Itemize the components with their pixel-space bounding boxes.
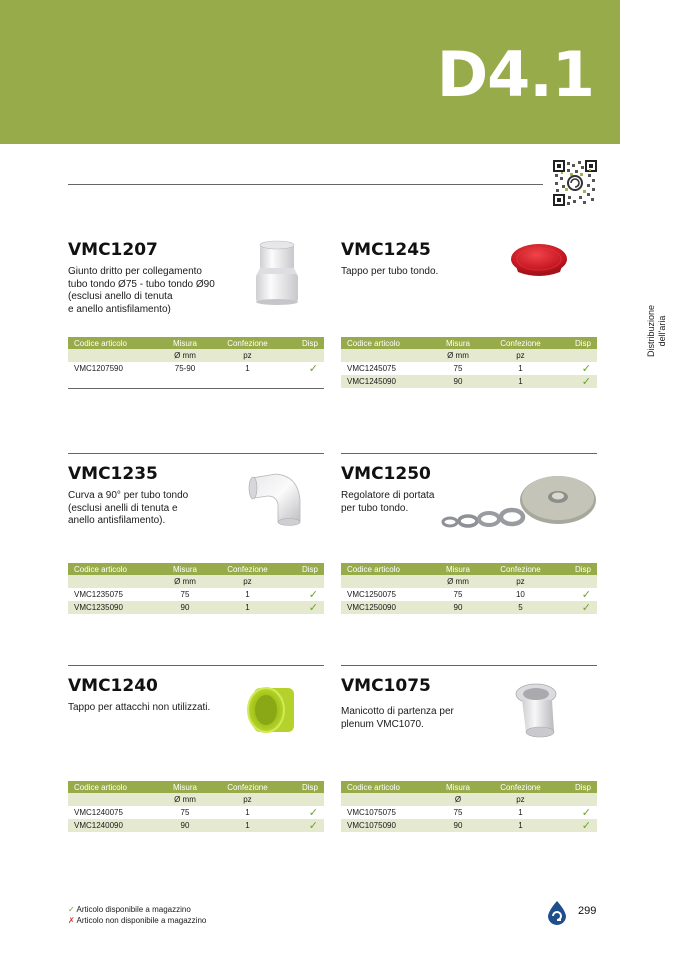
col-avail: Disp [557,563,597,575]
product-description [341,266,519,279]
cell-code: VMC1235075 [74,589,123,599]
table-row [68,362,324,375]
table-header-row [68,563,324,575]
cell-size: 75 [453,589,463,599]
cell-size: 75 [453,807,463,817]
side-tab-line1: Distribuzione [646,304,656,358]
spec-table-vmc1075 [341,781,597,832]
cell-pack: 1 [210,601,284,614]
cell-size: 75 [180,589,190,599]
product-code: VMC1235 [68,464,158,484]
section-divider [68,665,324,666]
available-check-icon: ✓ [308,362,318,375]
section-code: D4.1 [436,38,594,111]
table-row [68,601,324,614]
cross-icon: ✗ [68,916,75,925]
legend-available [68,904,206,915]
legend-unavailable [68,915,206,926]
col-code: Codice articolo [68,563,160,575]
section-divider [68,453,324,454]
available-check-icon: ✓ [557,601,597,614]
available-check-icon: ✓ [581,806,591,819]
unit-pack: pz [483,793,557,806]
table-rule [68,388,324,389]
col-size: Misura [433,781,484,793]
cell-size: 90 [433,375,484,388]
spec-table-vmc1245 [341,337,597,388]
description-line: e anello antisfilamento) [68,303,171,315]
cell-code: VMC1075090 [341,819,433,832]
cell-code: VMC1075075 [347,807,396,817]
table-unit-row [341,793,597,806]
legend-unavailable-text: Articolo non disponibile a magazzino [76,916,207,925]
spec-table-vmc1250 [341,563,597,614]
section-divider [341,665,597,666]
table-unit-row [68,793,324,806]
unit-size: Ø mm [160,575,211,588]
product-description [68,702,268,715]
spec-table-vmc1240 [68,781,324,832]
description-line: tubo tondo Ø75 - tubo tondo Ø90 [68,278,215,290]
col-pack: Confezione [210,781,284,793]
table-row [341,806,597,819]
cell-pack: 10 [515,589,525,599]
description-line: (esclusi anello di tenuta [68,291,173,302]
cell-code: VMC1235090 [68,601,160,614]
table-unit-row [341,575,597,588]
col-size: Misura [160,781,211,793]
cell-code: VMC1240075 [74,807,123,817]
cell-size: 90 [160,601,211,614]
table-header-row [68,781,324,793]
table-row [341,588,597,601]
available-check-icon: ✓ [581,362,591,375]
product-code: VMC1207 [68,240,158,260]
table-row [341,601,597,614]
col-avail: Disp [284,563,324,575]
col-pack: Confezione [483,337,557,349]
cell-pack: 1 [245,589,250,599]
check-icon: ✓ [68,905,75,914]
cell-pack: 1 [245,363,250,373]
spec-table-vmc1207 [68,337,324,375]
col-code: Codice articolo [341,781,433,793]
product-code: VMC1240 [68,676,158,696]
available-check-icon: ✓ [557,375,597,388]
col-size: Misura [433,563,484,575]
description-line: anello antisfilamento). [68,515,166,526]
description-line: Regolatore di portata [341,490,435,501]
unit-pack: pz [210,349,284,362]
cell-size: 90 [433,601,484,614]
legend-available-text: Articolo disponibile a magazzino [76,905,191,914]
description-line: (esclusi anelli di tenuta e [68,502,178,514]
col-avail: Disp [557,781,597,793]
product-description [68,266,246,316]
table-unit-row [68,575,324,588]
col-avail: Disp [557,337,597,349]
description-line: Curva a 90° per tubo tondo [68,490,189,501]
product-code: VMC1250 [341,464,431,484]
table-unit-row [341,349,597,362]
qr-code[interactable] [553,160,597,206]
description-line: plenum VMC1070. [341,718,424,730]
description-line: Giunto dritto per collegamento [68,266,202,277]
cell-code: VMC1207590 [74,363,123,373]
section-divider [341,453,597,454]
col-pack: Confezione [483,781,557,793]
col-code: Codice articolo [68,781,160,793]
table-header-row [341,781,597,793]
col-code: Codice articolo [341,563,433,575]
table-header-row [341,563,597,575]
unit-pack: pz [483,575,557,588]
available-check-icon: ✓ [308,806,318,819]
cell-size: 75 [180,807,190,817]
cell-pack: 1 [518,807,523,817]
available-check-icon: ✓ [284,819,324,832]
table-row [341,362,597,375]
page-number: 299 [578,905,597,917]
cell-size: 90 [160,819,211,832]
cell-code: VMC1245090 [341,375,433,388]
table-row [341,819,597,832]
cell-code: VMC1250090 [341,601,433,614]
col-size: Misura [160,337,211,349]
cell-pack: 1 [245,807,250,817]
table-unit-row [68,349,324,362]
col-pack: Confezione [483,563,557,575]
unit-size: Ø mm [160,349,211,362]
col-avail: Disp [284,781,324,793]
unit-size: Ø [433,793,484,806]
green-plug-image [244,682,300,743]
col-code: Codice articolo [68,337,160,349]
col-pack: Confezione [210,337,284,349]
available-check-icon: ✓ [284,601,324,614]
product-code: VMC1245 [341,240,431,260]
unit-pack: pz [210,793,284,806]
col-code: Codice articolo [341,337,433,349]
cell-code: VMC1240090 [68,819,160,832]
table-row [68,806,324,819]
brand-logo-icon [545,900,569,926]
product-code: VMC1075 [341,676,431,696]
red-cap-image [508,240,570,289]
description-line: per tubo tondo. [341,502,409,514]
table-row [68,819,324,832]
cell-size: 90 [433,819,484,832]
cell-code: VMC1250075 [347,589,396,599]
spec-table-vmc1235 [68,563,324,614]
col-size: Misura [160,563,211,575]
elbow-90-image [246,468,306,533]
unit-size: Ø mm [160,793,211,806]
available-check-icon: ✓ [557,819,597,832]
availability-legend [68,904,206,926]
table-header-row [341,337,597,349]
table-row [68,588,324,601]
product-description [68,490,246,528]
cell-size: 75-90 [174,363,196,373]
table-row [341,375,597,388]
starting-sleeve-image [512,680,568,745]
cell-pack: 1 [483,819,557,832]
side-tab-line2: dell'aria [657,315,667,347]
unit-size: Ø mm [433,575,484,588]
description-line: Manicotto di partenza per [341,706,454,717]
table-header-row [68,337,324,349]
unit-pack: pz [210,575,284,588]
product-description [341,706,519,731]
unit-size: Ø mm [433,349,484,362]
cell-pack: 1 [518,363,523,373]
straight-joint-image [252,240,302,311]
available-check-icon: ✓ [581,588,591,601]
description-line: Tappo per attacchi non utilizzati. [68,702,211,713]
col-pack: Confezione [210,563,284,575]
cell-pack: 5 [483,601,557,614]
col-avail: Disp [284,337,324,349]
cell-pack: 1 [210,819,284,832]
cell-code: VMC1245075 [347,363,396,373]
qr-code-icon [553,160,597,206]
col-size: Misura [433,337,484,349]
unit-pack: pz [483,349,557,362]
description-line: Tappo per tubo tondo. [341,266,439,277]
side-tab-label [646,296,668,366]
header-band [0,0,620,144]
cell-pack: 1 [483,375,557,388]
cell-size: 75 [453,363,463,373]
top-divider [68,184,543,185]
flow-regulator-image [440,472,600,537]
available-check-icon: ✓ [308,588,318,601]
